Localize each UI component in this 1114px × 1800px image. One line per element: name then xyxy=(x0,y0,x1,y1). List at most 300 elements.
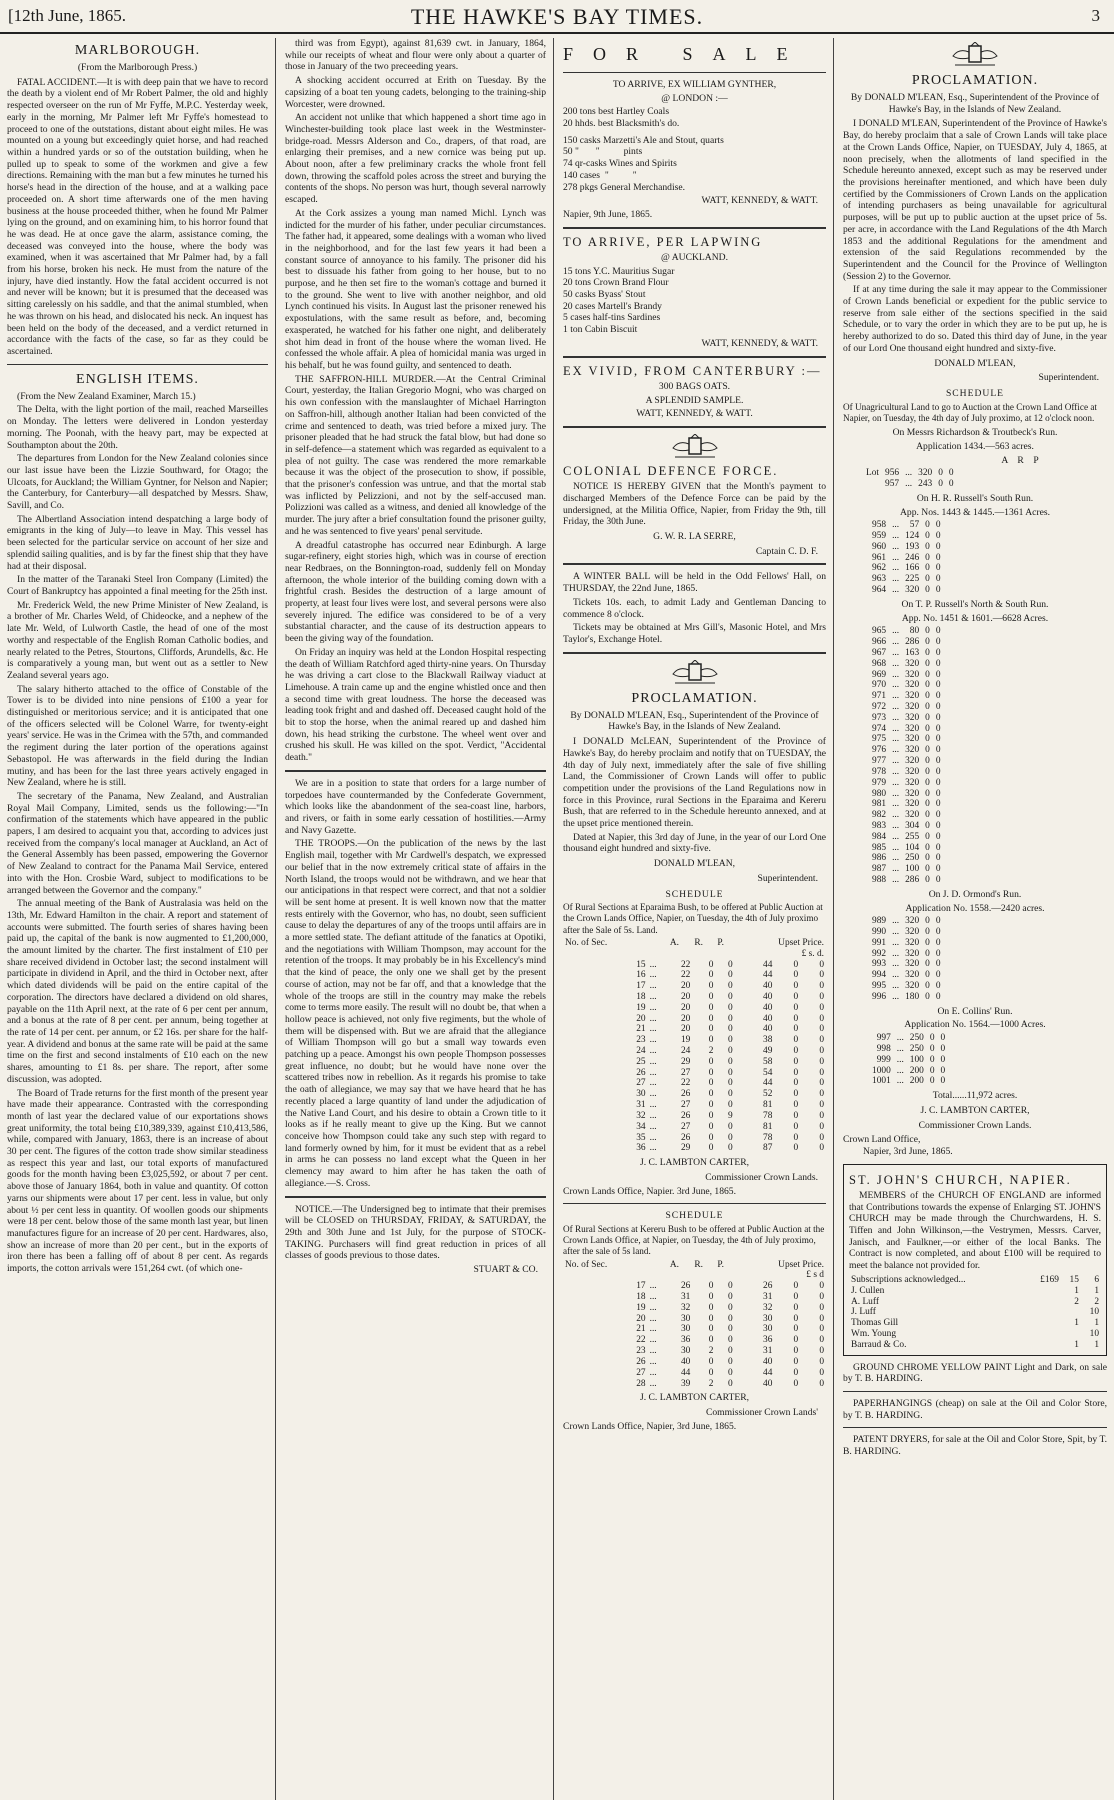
table-cell: 0 xyxy=(793,1302,799,1313)
table-cell: 0 xyxy=(940,1065,946,1076)
table-cell: J. Cullen xyxy=(851,1285,885,1296)
table-cell: 0 xyxy=(708,959,714,970)
table-row xyxy=(863,626,944,637)
table-cell: 0 xyxy=(708,1035,714,1046)
table-cell: Wm. Young xyxy=(851,1328,897,1339)
table-cell xyxy=(1027,1340,1061,1351)
royal-crest-icon xyxy=(843,42,1107,68)
table-row xyxy=(863,832,944,843)
schedule-title: SCHEDULE xyxy=(945,387,1005,399)
table-cell: 38 xyxy=(763,1035,773,1046)
table-cell: 999 xyxy=(876,1054,891,1065)
table-cell: ... xyxy=(892,756,900,767)
column-1 xyxy=(0,38,276,1800)
table-cell: 320 xyxy=(905,680,920,691)
table-row xyxy=(863,670,944,681)
table-cell: ... xyxy=(649,1346,657,1357)
table-cell: 22 xyxy=(680,970,691,981)
table-cell: 0 xyxy=(708,1089,714,1100)
table-cell: 250 xyxy=(905,853,920,864)
table-cell: 0 xyxy=(819,1324,824,1335)
table-cell: ... xyxy=(892,916,900,927)
col-header: £ s. d. xyxy=(801,948,824,959)
table-cell: 0 xyxy=(793,1035,799,1046)
table-cell: 304 xyxy=(905,820,920,831)
table-cell: 0 xyxy=(925,563,930,574)
table-row xyxy=(863,520,944,531)
table-row xyxy=(563,960,826,971)
table-cell: 20 xyxy=(680,981,691,992)
table-row xyxy=(863,553,944,564)
col-header: R. xyxy=(694,937,703,948)
table-cell: 40 xyxy=(763,1013,773,1024)
table-row xyxy=(849,1340,1101,1351)
table-cell: ... xyxy=(892,864,900,875)
table-cell: 320 xyxy=(905,585,920,596)
divider xyxy=(7,364,268,365)
table-cell: 0 xyxy=(819,959,824,970)
table-cell: 0 xyxy=(708,991,714,1002)
table-cell: 0 xyxy=(708,1013,714,1024)
table-cell: 0 xyxy=(935,637,941,648)
run-table xyxy=(863,468,957,490)
table-row xyxy=(863,734,944,745)
table-cell: 320 xyxy=(905,799,920,810)
table-row xyxy=(563,1122,826,1133)
table-cell: 980 xyxy=(872,788,887,799)
ad-patent-dryers: PATENT DRYERS, for sale at the Oil and Color Store, Spit, by T. B. HARDING. xyxy=(843,1434,1107,1458)
table-cell: 0 xyxy=(728,1067,733,1078)
vivid-heading: EX VIVID, FROM CANTERBURY :— xyxy=(563,363,822,378)
table-cell: ... xyxy=(892,669,900,680)
table-cell: 0 xyxy=(793,1078,799,1089)
sale-date: Napier, 9th June, 1865. xyxy=(563,208,653,220)
table-cell: 0 xyxy=(819,1346,824,1357)
table-cell: 0 xyxy=(793,1292,799,1303)
table-cell: 26 xyxy=(680,1132,691,1143)
table-cell: 320 xyxy=(905,669,920,680)
table-cell: 30 xyxy=(680,1313,691,1324)
table-row xyxy=(563,1089,826,1100)
table-cell: 0 xyxy=(925,788,930,799)
table-cell: 0 xyxy=(935,875,941,886)
table-cell: 0 xyxy=(925,745,930,756)
table-cell: 0 xyxy=(925,669,930,680)
table-cell: 22 xyxy=(636,1335,646,1346)
table-cell: 998 xyxy=(876,1043,891,1054)
table-cell: ... xyxy=(905,479,913,490)
run-application: Application No. 1558.—2420 acres. xyxy=(905,902,1045,914)
table-cell: 320 xyxy=(905,766,920,777)
table-cell: 0 xyxy=(935,864,941,875)
table-row xyxy=(863,778,944,789)
divider xyxy=(843,1427,1107,1428)
table-cell: 0 xyxy=(819,1002,824,1013)
table-cell: 969 xyxy=(872,669,887,680)
table-cell: 0 xyxy=(793,1056,799,1067)
table-cell: 32 xyxy=(636,1110,646,1121)
table-cell: 0 xyxy=(728,1132,733,1143)
table-cell xyxy=(1027,1307,1061,1318)
table-cell: 956 xyxy=(885,468,900,479)
table-cell: 26 xyxy=(763,1281,773,1292)
table-cell: 40 xyxy=(763,1378,773,1389)
divider xyxy=(563,72,826,73)
schedule-dated: Crown Lands Office, Napier. 3rd June, 1865. xyxy=(563,1185,737,1197)
table-cell: 0 xyxy=(728,1121,733,1132)
divider xyxy=(563,227,826,229)
table-cell xyxy=(1027,1329,1061,1340)
table-cell: 20 xyxy=(636,1313,646,1324)
col-header: £ s d xyxy=(806,1270,824,1281)
table-cell: 991 xyxy=(872,937,887,948)
table-cell: 30 xyxy=(680,1346,691,1357)
royal-crest-icon xyxy=(563,434,826,460)
table-cell: 20 xyxy=(680,1024,691,1035)
proclamation-title: Superintendent. xyxy=(1038,372,1099,384)
table-cell: 20 xyxy=(680,991,691,1002)
table-cell: 0 xyxy=(793,991,799,1002)
table-cell: 0 xyxy=(708,1067,714,1078)
table-cell: 0 xyxy=(728,1002,733,1013)
table-cell: 320 xyxy=(905,745,920,756)
table-cell: 0 xyxy=(819,1302,824,1313)
table-cell: 0 xyxy=(793,1046,799,1057)
table-cell: ... xyxy=(892,691,900,702)
sale-item: 74 qr-casks Wines and Spirits xyxy=(563,158,677,170)
table-cell xyxy=(1027,1297,1061,1308)
table-cell: 0 xyxy=(793,1067,799,1078)
table-cell: 320 xyxy=(905,756,920,767)
run-application: App. No. 1451 & 1601.—6628 Acres. xyxy=(901,612,1049,624)
table-cell: ... xyxy=(649,1089,657,1100)
table-cell: 250 xyxy=(909,1033,924,1044)
table-row xyxy=(563,1035,826,1046)
table-cell: 0 xyxy=(948,479,954,490)
table-cell: 100 xyxy=(909,1054,924,1065)
col-header: Upset Price. xyxy=(778,1259,824,1270)
table-cell xyxy=(1027,1318,1061,1329)
table-cell: 0 xyxy=(935,991,941,1002)
table-cell: 992 xyxy=(872,948,887,959)
table-cell: 0 xyxy=(728,1046,733,1057)
table-cell: 0 xyxy=(925,820,930,831)
table-cell: 0 xyxy=(793,1324,799,1335)
table-cell: 964 xyxy=(872,585,887,596)
table-cell: 2 xyxy=(1074,1296,1079,1307)
table-cell: 971 xyxy=(872,691,887,702)
table-cell: 0 xyxy=(728,981,733,992)
table-row xyxy=(863,821,944,832)
table-cell: 87 xyxy=(763,1143,773,1154)
table-cell: 17 xyxy=(636,981,646,992)
table-cell: 320 xyxy=(905,658,920,669)
table-cell: 24 xyxy=(680,1046,691,1057)
table-row xyxy=(563,1100,826,1111)
proclamation-title: Superintendent. xyxy=(757,872,818,884)
table-row xyxy=(863,563,944,574)
table-row xyxy=(863,927,944,938)
table-cell: 0 xyxy=(708,981,714,992)
table-cell: ... xyxy=(892,799,900,810)
table-row xyxy=(863,916,944,927)
table-cell: 0 xyxy=(819,1067,824,1078)
table-cell: 961 xyxy=(872,552,887,563)
table-cell: 984 xyxy=(872,831,887,842)
run-heading: On T. P. Russell's North & South Run. xyxy=(901,598,1049,610)
table-cell: 0 xyxy=(925,937,930,948)
table-cell: 963 xyxy=(872,574,887,585)
table-cell: 0 xyxy=(728,1378,733,1389)
defence-heading: COLONIAL DEFENCE FORCE. xyxy=(563,463,779,478)
run-application: App. Nos. 1443 & 1445.—1361 Acres. xyxy=(899,506,1051,518)
table-row xyxy=(863,949,944,960)
table-cell: 49 xyxy=(763,1046,773,1057)
table-cell: 26 xyxy=(636,1356,646,1367)
table-row xyxy=(563,970,826,981)
table-cell: 44 xyxy=(763,1367,773,1378)
schedule-signature-title: Commissioner Crown Lands' xyxy=(705,1407,818,1419)
royal-crest-icon xyxy=(563,660,826,686)
table-cell: 20 xyxy=(680,1013,691,1024)
table-cell: 18 xyxy=(636,991,646,1002)
table-cell: 1 xyxy=(1074,1285,1079,1296)
table-cell: ... xyxy=(649,1292,657,1303)
table-cell: 996 xyxy=(872,991,887,1002)
table-cell: 0 xyxy=(935,927,941,938)
table-cell: 19 xyxy=(680,1035,691,1046)
table-cell: 0 xyxy=(819,1132,824,1143)
firm-name: WATT, KENNEDY, & WATT. xyxy=(701,337,818,349)
sale-item: 5 cases half-tins Sardines xyxy=(563,312,661,324)
col-header: R. xyxy=(694,1259,703,1270)
col-header: No. of Sec. xyxy=(565,1259,608,1270)
table-cell: 0 xyxy=(925,831,930,842)
table-cell: 994 xyxy=(872,970,887,981)
table-row xyxy=(863,981,944,992)
defence-rank: Captain C. D. F. xyxy=(755,545,818,557)
table-cell: 0 xyxy=(728,1013,733,1024)
run-heading: On Messrs Richardson & Troutbeck's Run. xyxy=(892,427,1058,439)
table-cell: 1001 xyxy=(872,1076,891,1087)
table-cell: ... xyxy=(892,842,900,853)
table-cell: 965 xyxy=(872,626,887,637)
table-row xyxy=(563,1314,826,1325)
table-cell: 163 xyxy=(905,647,920,658)
table-cell: 0 xyxy=(925,959,930,970)
divider xyxy=(843,1391,1107,1392)
table-cell: 39 xyxy=(680,1378,691,1389)
firm-name: WATT, KENNEDY, & WATT. xyxy=(701,195,818,207)
table-cell: 10 xyxy=(1089,1328,1099,1339)
table-row xyxy=(863,691,944,702)
english-para: The departures from London for the New Zealand colonies since our last issue have been the Lizzie Southward, for Otago; the Ulcoats, for Auckland; the William Gyntner, for Nelson and Napier; the Canterbury, for Canterbury—all despatched by Messrs. Shaw, Savill, and Co. xyxy=(7,453,268,512)
table-cell: ... xyxy=(892,810,900,821)
table-cell: 973 xyxy=(872,712,887,723)
table-cell: 225 xyxy=(905,574,920,585)
table-cell: 0 xyxy=(728,1100,733,1111)
table-cell: 0 xyxy=(708,1078,714,1089)
table-cell: 200 xyxy=(909,1065,924,1076)
table-cell: 28 xyxy=(636,1378,646,1389)
table-cell: ... xyxy=(649,959,657,970)
table-cell: 0 xyxy=(948,468,954,479)
table-row xyxy=(563,1111,826,1122)
run-application: Application 1434.—563 acres. xyxy=(916,440,1034,452)
sale-item: 278 pkgs General Merchandise. xyxy=(563,181,686,193)
table-cell: 58 xyxy=(763,1056,773,1067)
ball-obtain: Tickets may be obtained at Mrs Gill's, Masonic Hotel, and Mrs Taylor's, Exchange Hotel. xyxy=(563,622,826,645)
table-cell: 0 xyxy=(925,691,930,702)
table-cell: 0 xyxy=(929,1054,935,1065)
divider xyxy=(563,1203,826,1204)
english-para: The Albertland Association intend despatching a large body of emigrants in the king of July—to leave in May. This vessel has been selected for the particular service on account of her size and splendid sailing qualities, and is by far the finest ship that they have had at their disposal. xyxy=(7,513,268,572)
table-cell: ... xyxy=(649,1024,657,1035)
table-cell: 962 xyxy=(872,563,887,574)
table-cell: 0 xyxy=(925,875,930,886)
church-notice-box xyxy=(843,1164,1107,1356)
table-cell: 0 xyxy=(728,1035,733,1046)
table-cell: ... xyxy=(649,1143,657,1154)
table-cell: 27 xyxy=(680,1067,691,1078)
table-cell: 0 xyxy=(925,756,930,767)
table-cell: 0 xyxy=(819,1313,824,1324)
ad-chrome-yellow: GROUND CHROME YELLOW PAINT Light and Dark, on sale by T. B. HARDING. xyxy=(843,1361,1107,1385)
table-cell: 0 xyxy=(793,1313,799,1324)
ball-notice: A WINTER BALL will be held in the Odd Fellows' Hall, on THURSDAY, the 22nd June, 1865. xyxy=(563,571,826,595)
news-para: At the Cork assizes a young man named Michl. Lynch was indicted for the murder of his father, under peculiar circumstances. The father had, it appeared, some dealings with a woman who lived in the neighborhood, and for the last few years it had been a constant source of annoyance to his family. The prisoner did his best to dissuade his father from going to her house, but to no purpose, and he then set fire to the woman's cottage and burned it to the ground. She went to live with another neighbor, and old Lynch continued his visits. In August last the prisoner renewed his expostulations, with the same result as before, and, becoming exasperated, he watched for his father one night, and deliberately shot him dead in front of the house where the woman lived. He confessed the whole affair. A plea of homicidal mania was urged in his behalf, but he was found guilty, and sentenced to death. xyxy=(285,207,546,371)
table-cell: 0 xyxy=(938,479,943,490)
table-cell: 81 xyxy=(763,1100,773,1111)
table-cell: 970 xyxy=(872,680,887,691)
table-cell: ... xyxy=(892,853,900,864)
sale-item: 140 cases " " xyxy=(563,169,637,181)
col-header: Upset Price. xyxy=(778,937,824,948)
table-cell: 0 xyxy=(925,799,930,810)
table-cell: 320 xyxy=(905,959,920,970)
table-cell: 0 xyxy=(819,1292,824,1303)
table-cell: 0 xyxy=(819,1121,824,1132)
table-cell: 24 xyxy=(636,1046,646,1057)
table-cell: 0 xyxy=(728,970,733,981)
table-cell: 958 xyxy=(872,520,887,531)
sale-item: 50 casks Byass' Stout xyxy=(563,289,646,301)
table-cell: 23 xyxy=(636,1346,646,1357)
table-cell: 27 xyxy=(680,1121,691,1132)
table-cell: 193 xyxy=(905,541,920,552)
table-cell: 0 xyxy=(793,970,799,981)
table-cell: 0 xyxy=(708,1281,714,1292)
table-cell: ... xyxy=(892,723,900,734)
schedule-signature: J. C. LAMBTON CARTER, xyxy=(920,1104,1030,1116)
table-cell: ... xyxy=(649,970,657,981)
table-cell: 0 xyxy=(728,1078,733,1089)
table-row xyxy=(563,1368,826,1379)
church-heading: ST. JOHN'S CHURCH, NAPIER. xyxy=(849,1172,1072,1187)
table-cell: 0 xyxy=(728,1056,733,1067)
table-row xyxy=(849,1329,1101,1340)
table-cell: 320 xyxy=(905,916,920,927)
table-cell: ... xyxy=(892,820,900,831)
table-cell: 0 xyxy=(793,1346,799,1357)
table-row xyxy=(563,1346,826,1357)
table-cell: 2 xyxy=(708,1046,714,1057)
table-cell: ... xyxy=(649,1281,657,1292)
table-cell: ... xyxy=(649,1378,657,1389)
table-cell: 0 xyxy=(925,541,930,552)
table-cell: 0 xyxy=(935,820,941,831)
table-cell: ... xyxy=(892,702,900,713)
table-cell: 0 xyxy=(728,959,733,970)
table-cell: 32 xyxy=(763,1302,773,1313)
run-table xyxy=(863,520,944,596)
table-cell: 44 xyxy=(763,970,773,981)
news-para: An accident not unlike that which happened a short time ago in Winchester-building took place last week in the Westminster-bridge-road. Messrs Alderson and Co., drapers, of that road, are enlarging their premises, and a new cornice was being put up. About noon, after a few preliminary cracks the whole front fell down, throwing the scaffold poles across the street and burying the contents of the shops. No person was hurt, though several narrowly escaped. xyxy=(285,112,546,206)
table-cell: 104 xyxy=(905,842,920,853)
total-acres: Total......11,972 acres. xyxy=(932,1090,1018,1102)
table-cell: A. Luff xyxy=(851,1296,879,1307)
table-cell: 40 xyxy=(763,1356,773,1367)
proclamation-signature: DONALD M'LEAN, xyxy=(934,357,1016,369)
table-cell: 0 xyxy=(935,853,941,864)
table-cell: 21 xyxy=(636,1024,646,1035)
table-cell: 320 xyxy=(905,981,920,992)
table-cell: 977 xyxy=(872,756,887,767)
table-cell: 0 xyxy=(925,637,930,648)
table-cell: 0 xyxy=(728,1024,733,1035)
table-cell: 0 xyxy=(935,723,941,734)
proclamation-by: By DONALD M'LEAN, Esq., Superintendent of the Province of Hawke's Bay, in the Islands of New Zealand. xyxy=(850,92,1100,115)
table-cell: Lot xyxy=(866,468,880,479)
table-cell: 0 xyxy=(708,1121,714,1132)
table-cell: 0 xyxy=(925,948,930,959)
table-cell: 80 xyxy=(909,626,920,637)
run-heading: On J. D. Ormond's Run. xyxy=(928,888,1022,900)
table-cell: 78 xyxy=(763,1132,773,1143)
eparaima-schedule-table xyxy=(563,938,826,1154)
oats-line: 300 BAGS OATS. xyxy=(658,380,731,392)
arp-header: A R P xyxy=(1001,454,1039,466)
col-header: A. xyxy=(669,937,679,948)
table-cell: 981 xyxy=(872,799,887,810)
table-cell: 0 xyxy=(925,916,930,927)
table-cell: 20 xyxy=(680,1002,691,1013)
table-row xyxy=(863,468,957,479)
table-row xyxy=(863,713,944,724)
table-cell: 0 xyxy=(819,1056,824,1067)
table-row xyxy=(563,1143,826,1154)
table-cell: 0 xyxy=(819,1013,824,1024)
sale-item: 150 casks Marzetti's Ale and Stout, quarts xyxy=(563,134,724,146)
table-cell: 0 xyxy=(819,981,824,992)
table-cell: 983 xyxy=(872,820,887,831)
table-cell: 0 xyxy=(819,970,824,981)
table-cell: ... xyxy=(892,959,900,970)
table-cell: 978 xyxy=(872,766,887,777)
table-cell: 0 xyxy=(935,585,941,596)
schedule-title: SCHEDULE xyxy=(665,888,724,900)
table-cell: ... xyxy=(892,647,900,658)
news-para: THE TROOPS.—On the publication of the news by the last English mail, together with Mr Cardwell's despatch, we expressed our belief that in the now extremely critical state of affairs in the North Island, the troops would not be withdrawn, and we hear that our anticipations in that respect were correct, and that not a soldier will be sent home at present. It is well known now that the matter rests entirely with the Governor, who has, no doubt, seen sufficient cause to delay the departures of any of the troops until affairs are in a more settled state. The defiant attitude of the fanatics at Opotiki, and the negotiations with William Thompson, may account for the retention of the troops. It may probably be in his Excellency's mind that the kind of peace, the only one we shall get by the present course of action, may not be far off, and that a knowledge that the whole of the troops are still in the country may make the rebels come to terms more easily. The result will no doubt be, that when a hollow peace is achieved, not only five regiments, but the whole of them will be dispensed with. But we are afraid that the allegiance of William Thompson will go but a small way towards even patching up a peace. Amongst his own people Thompson possesses great influence, no doubt; but he would have none over the scattered tribes now in rebellion. As it regards his promise to take the oath of allegiance, we may say that we have heard that he has recently placed a large quantity of land under the adjudication of the Native Land Court, and his desire to obtain a Crown title to it looks as if he really meant to give up the King. But we cannot conceive how Thompson could take any such step with regard to land formerly owned by him, for it must be evident that as a rebel in arms he can possess no land except what the Queen in her clemency may award to him after he has taken the oath of allegiance.—S. Cross. xyxy=(285,838,546,1189)
table-cell: 0 xyxy=(935,959,941,970)
table-cell: Barraud & Co. xyxy=(851,1339,907,1350)
english-heading: ENGLISH ITEMS. xyxy=(76,371,199,387)
table-cell: 0 xyxy=(793,1121,799,1132)
table-cell: 52 xyxy=(763,1089,773,1100)
sale-item: 50 " " pints xyxy=(563,146,643,158)
table-cell: 979 xyxy=(872,777,887,788)
english-para: The Board of Trade returns for the first month of the present year have made their appearance. Contrasted with the corresponding month of last year the declared value of our exportations shows great uniformity, the total being £10,389,339, against £10,413,586, while, compared with January, 1863, there is an increase of about 30 per cent. The figures of the cotton trade show similar steadiness as respect this year and last, our total exports of manufactured goods for the month having been £3,025,592, or about 7 per cent. above those of January 1864, both in value and quantity. Of cotton yarns our shipments were about 17 per cent. less in value, but only about ½ per cent less in quantity. Of woollen goods our shipments were 18 per cent. below those of the same month last year, but linen manufactures figure for an increase of 20 per cent. Hardwares, also, show an increase of more than 20 per cent., but in the exports of iron there has been a falling off of about 8 per cent. As regards imports, the cotton arrivals were 151,264 cwt. (of which one- xyxy=(7,1087,268,1275)
